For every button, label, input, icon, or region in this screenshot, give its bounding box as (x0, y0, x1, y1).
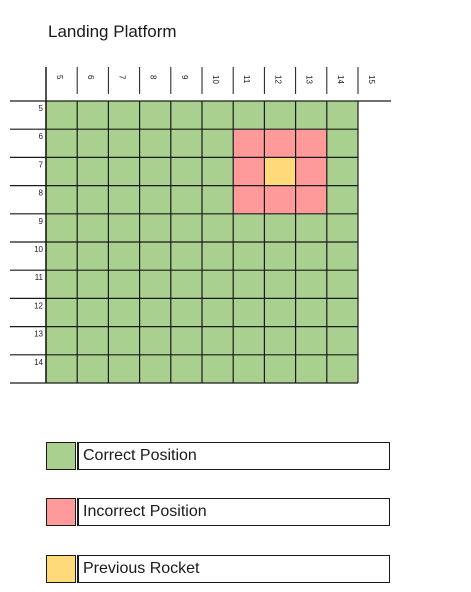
column-label: 7 (117, 75, 127, 80)
grid-cell (108, 270, 139, 298)
grid-cell (171, 270, 202, 298)
grid-cell (264, 242, 295, 270)
grid-cell (77, 186, 108, 214)
grid-cell (140, 327, 171, 355)
column-label: 14 (335, 75, 345, 84)
grid-cell (46, 355, 77, 383)
grid-cell (77, 242, 108, 270)
column-label: 11 (242, 75, 252, 84)
grid-cell (108, 355, 139, 383)
legend-swatch-incorrect (46, 498, 76, 526)
grid-cell (264, 327, 295, 355)
grid-cell (202, 214, 233, 242)
grid-cell (171, 298, 202, 326)
grid-cell (327, 186, 358, 214)
grid-cell (327, 101, 358, 129)
grid-cell (296, 214, 327, 242)
grid-cell (46, 327, 77, 355)
grid-cell (233, 129, 264, 157)
row-label: 6 (38, 132, 43, 142)
grid-cell (233, 355, 264, 383)
column-label: 15 (367, 75, 376, 84)
grid-cell (233, 242, 264, 270)
grid-cell (202, 355, 233, 383)
grid-cell (46, 101, 77, 129)
grid-cell (77, 355, 108, 383)
grid-cell (46, 242, 77, 270)
grid-cell (171, 186, 202, 214)
grid-cell (140, 298, 171, 326)
grid-cell (202, 129, 233, 157)
grid-cell (202, 270, 233, 298)
grid-cell (171, 157, 202, 185)
grid-cell (296, 129, 327, 157)
grid-cell (77, 298, 108, 326)
grid-cell (296, 242, 327, 270)
grid-cell (202, 186, 233, 214)
column-label: 13 (304, 75, 314, 84)
row-label: 13 (34, 329, 43, 339)
grid-cell (327, 157, 358, 185)
column-label: 10 (211, 75, 220, 84)
column-label: 8 (148, 75, 158, 80)
grid-cell (46, 129, 77, 157)
grid-cell (108, 242, 139, 270)
grid-cell (202, 298, 233, 326)
grid-cell (202, 242, 233, 270)
grid-cell (264, 298, 295, 326)
row-label: 5 (38, 104, 43, 113)
grid-cell (46, 214, 77, 242)
grid-cell (233, 298, 264, 326)
column-label: 9 (179, 75, 189, 80)
grid-cell (327, 214, 358, 242)
grid-cell (264, 129, 295, 157)
grid-cell (327, 327, 358, 355)
grid-cell (233, 327, 264, 355)
row-label: 8 (38, 188, 43, 198)
grid-cell (171, 327, 202, 355)
grid-cell (296, 101, 327, 129)
grid-cell (264, 270, 295, 298)
grid-cell (77, 101, 108, 129)
grid-cell (233, 270, 264, 298)
grid-cell (233, 157, 264, 185)
row-label: 12 (34, 301, 43, 311)
column-label: 5 (55, 75, 64, 80)
legend-label-previous: Previous Rocket (77, 555, 390, 583)
grid-cell (171, 101, 202, 129)
grid-cell (46, 186, 77, 214)
row-label: 7 (38, 160, 43, 170)
grid-cell (296, 186, 327, 214)
column-label: 6 (86, 75, 96, 80)
row-label: 11 (34, 273, 43, 283)
grid-cell (46, 157, 77, 185)
row-label: 9 (38, 216, 43, 226)
column-label: 12 (273, 75, 283, 84)
grid-cell (327, 270, 358, 298)
grid-cell (327, 129, 358, 157)
grid-cell (233, 186, 264, 214)
grid-cell (108, 214, 139, 242)
grid-cell (108, 327, 139, 355)
grid-cell (108, 186, 139, 214)
grid-cell (171, 355, 202, 383)
grid-cell (140, 242, 171, 270)
grid-cell (140, 214, 171, 242)
grid-cell (327, 242, 358, 270)
grid-cell (140, 129, 171, 157)
grid-cell (77, 129, 108, 157)
grid-cell (327, 355, 358, 383)
grid-cell (77, 157, 108, 185)
grid-cell (140, 270, 171, 298)
page-title: Landing Platform (48, 22, 177, 41)
grid-cell (140, 355, 171, 383)
grid-cell (108, 157, 139, 185)
grid-cell (233, 214, 264, 242)
grid-cell (264, 157, 295, 185)
grid-cell (77, 327, 108, 355)
grid-cell (202, 157, 233, 185)
grid-cell (171, 242, 202, 270)
grid-cell (264, 355, 295, 383)
grid-cell (233, 101, 264, 129)
grid-cell (296, 298, 327, 326)
grid-cell (202, 101, 233, 129)
grid-cell (77, 270, 108, 298)
grid-cell (171, 214, 202, 242)
legend-label-incorrect: Incorrect Position (77, 498, 390, 526)
legend-swatch-correct (46, 442, 76, 470)
grid-cell (140, 186, 171, 214)
legend-swatch-previous (46, 555, 76, 583)
grid-cell (46, 298, 77, 326)
grid-cell (108, 298, 139, 326)
grid-cell (46, 270, 77, 298)
grid-cell (296, 270, 327, 298)
row-label: 14 (34, 357, 43, 367)
legend-label-correct: Correct Position (77, 442, 390, 470)
grid-cell (77, 214, 108, 242)
grid-cell (171, 129, 202, 157)
grid-cell (327, 298, 358, 326)
grid-cell (296, 157, 327, 185)
grid-cell (108, 101, 139, 129)
grid-cell (264, 101, 295, 129)
grid-cell (108, 129, 139, 157)
grid-cell (296, 327, 327, 355)
grid-cell (296, 355, 327, 383)
grid-cell (264, 214, 295, 242)
grid-cell (140, 157, 171, 185)
row-label: 10 (34, 245, 43, 254)
grid-cell (264, 186, 295, 214)
grid-cell (140, 101, 171, 129)
grid-cell (202, 327, 233, 355)
